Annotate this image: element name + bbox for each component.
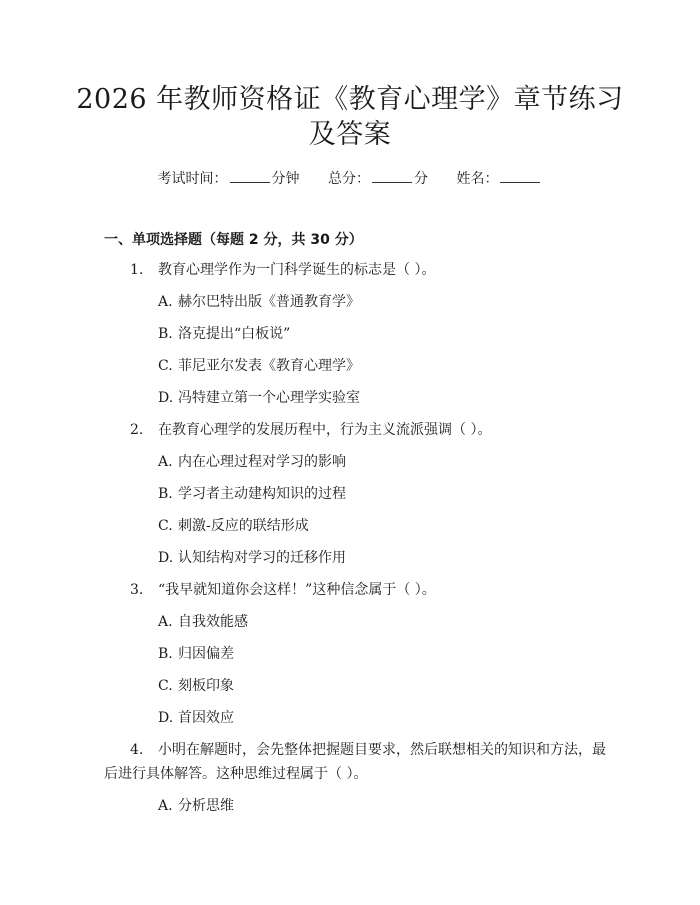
option-text: 认知结构对学习的迁移作用 xyxy=(178,550,346,566)
question-2-option-c xyxy=(158,516,309,536)
question-4 xyxy=(130,740,606,760)
student-name-blank xyxy=(500,170,540,183)
question-3 xyxy=(130,580,436,600)
option-letter: A. xyxy=(158,614,173,630)
question-1-option-c xyxy=(158,356,360,376)
question-3-option-a xyxy=(158,612,248,632)
option-text: 刻板印象 xyxy=(178,678,234,694)
option-text: 归因偏差 xyxy=(178,646,234,662)
question-number: 1. xyxy=(130,262,144,278)
option-text: 赫尔巴特出版《普通教育学》 xyxy=(178,294,360,310)
exam-time-unit: 分钟 xyxy=(271,171,300,187)
exam-time-label: 考试时间： xyxy=(157,171,228,187)
option-text: 自我效能感 xyxy=(178,614,248,630)
option-text: 内在心理过程对学习的影响 xyxy=(178,454,346,470)
question-4-option-a xyxy=(158,796,234,816)
question-number: 4. xyxy=(130,742,144,758)
option-letter: B. xyxy=(158,326,173,342)
option-letter: C. xyxy=(158,518,173,534)
total-score-unit: 分 xyxy=(414,171,428,187)
exam-time-blank xyxy=(230,170,270,183)
option-letter: D. xyxy=(158,390,174,406)
exam-info-line xyxy=(0,168,700,188)
option-text: 学习者主动建构知识的过程 xyxy=(178,486,346,502)
question-2-option-b xyxy=(158,484,346,504)
option-letter: A. xyxy=(158,454,173,470)
option-text: 首因效应 xyxy=(178,710,234,726)
total-score-label: 总分： xyxy=(328,171,370,187)
option-text: 洛克提出“白板说” xyxy=(178,326,291,342)
question-4-text-continued: 后进行具体解答。这种思维过程属于（ ）。 xyxy=(104,766,368,782)
question-text: 教育心理学作为一门科学诞生的标志是（ ）。 xyxy=(158,262,436,278)
question-2-option-a xyxy=(158,452,346,472)
option-text: 冯特建立第一个心理学实验室 xyxy=(178,390,360,406)
option-letter: B. xyxy=(158,646,173,662)
option-letter: C. xyxy=(158,358,173,374)
student-name xyxy=(456,168,542,188)
section-heading: 一、单项选择题（每题 2 分，共 30 分） xyxy=(104,232,363,248)
option-letter: A. xyxy=(158,798,173,814)
option-letter: A. xyxy=(158,294,173,310)
question-text: 在教育心理学的发展历程中，行为主义流派强调（ ）。 xyxy=(158,422,492,438)
question-1-option-d xyxy=(158,388,360,408)
exam-time xyxy=(158,168,300,188)
question-3-option-c xyxy=(158,676,234,696)
option-letter: D. xyxy=(158,550,174,566)
total-score-blank xyxy=(372,170,412,183)
document-title-line-1: 2026 年教师资格证《教育心理学》章节练习 xyxy=(76,84,624,115)
option-text: 菲尼亚尔发表《教育心理学》 xyxy=(178,358,360,374)
option-text: 分析思维 xyxy=(178,798,234,814)
question-number: 3. xyxy=(130,582,144,598)
question-2 xyxy=(130,420,491,440)
question-text: 小明在解题时，会先整体把握题目要求，然后联想相关的知识和方法，最 xyxy=(158,742,606,758)
question-1 xyxy=(130,260,435,280)
question-3-option-d xyxy=(158,708,234,728)
option-letter: C. xyxy=(158,678,173,694)
option-text: 刺激-反应的联结形成 xyxy=(178,518,309,534)
total-score xyxy=(328,168,428,188)
question-number: 2. xyxy=(130,422,144,438)
question-3-option-b xyxy=(158,644,234,664)
option-letter: D. xyxy=(158,710,174,726)
question-1-option-a xyxy=(158,292,360,312)
document-title-line-2: 及答案 xyxy=(308,119,392,150)
option-letter: B. xyxy=(158,486,173,502)
question-text: “我早就知道你会这样！”这种信念属于（ ）。 xyxy=(158,582,436,598)
student-name-label: 姓名： xyxy=(456,171,499,187)
question-1-option-b xyxy=(158,324,290,344)
question-2-option-d xyxy=(158,548,346,568)
